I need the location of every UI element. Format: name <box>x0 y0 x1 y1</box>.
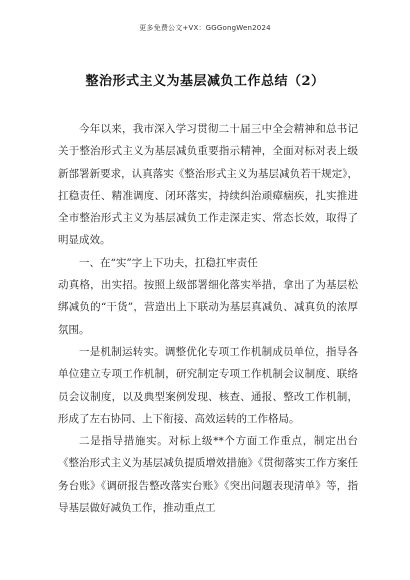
paragraph: 动真格，出实招。按照上级部署细化落实举措，拿出了为基层松绑减负的“干货”，营造出上下联动为基层真减负、减真负的浓厚氛围。 <box>58 279 358 336</box>
paragraph-point-1: 一是机制运转实。调整优化专项工作机制成员单位，指导各单位建立专项工作机制，研究制定专项工作机制会议制度、联络员会议制度，以及典型案例发现、核查、通报、整改工作机制，形成了左右协同、上下衔接、高效运转的工作格局。 <box>58 345 358 425</box>
paragraph-point-2: 二是指导措施实。对标上级**个方面工作重点，制定出台《整治形式主义为基层减负提质增效措施》《贯彻落实工作方案任务台账》《调研报告整改落实台账》《突出问题表现清单》等，指导基层做好减负工作，推动重点工 <box>58 435 358 515</box>
section-heading-1: 一、在“实”字上下功夫，扛稳扛牢责任 <box>79 256 258 269</box>
header-note: 更多免费公文+VX：GGGongWen2024 <box>139 24 271 32</box>
document-title: 整治形式主义为基层减负工作总结（2） <box>85 74 325 89</box>
document-body <box>58 118 358 519</box>
paragraph-intro: 今年以来，我市深入学习贯彻二十届三中全会精神和总书记关于整治形式主义为基层减负重要指示精神，全面对标对表上级新部署新要求，认真落实《整治形式主义为基层减负若干规定》，扛稳责任、精准调度、闭环落实，持续纠治顽瘴痼疾，扎实推进全市整治形式主义为基层减负工作走深走实、常态长效，取得了明显成效。 <box>58 123 358 247</box>
